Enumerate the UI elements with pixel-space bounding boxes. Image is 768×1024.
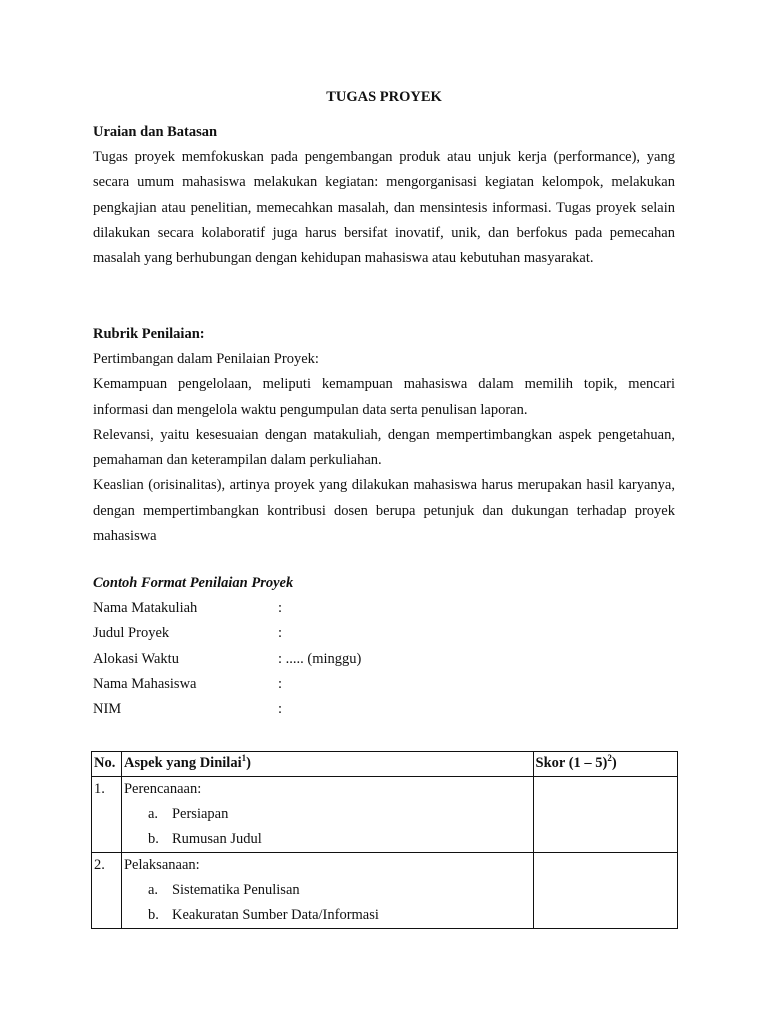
- form-row: [93, 647, 675, 672]
- row-skor: [533, 777, 677, 853]
- form-value: :: [278, 701, 283, 718]
- sub-item-marker: a.: [147, 806, 159, 822]
- form-value: :: [278, 625, 283, 642]
- section-paragraph: Relevansi, yaitu kesesuaian dengan matakuliah, dengan mempertimbangkan aspek pengetahuan, pemahaman dan keterampilan dalam perkuliahan.: [93, 426, 675, 469]
- footnote-close: ): [246, 755, 251, 771]
- table-row: [92, 777, 678, 853]
- sub-item-marker: a.: [147, 882, 159, 898]
- sub-item-text: Keakuratan Sumber Data/Informasi: [171, 907, 379, 923]
- sub-item: [124, 878, 531, 903]
- section-uraian: [93, 120, 675, 271]
- footnote-close: ): [611, 755, 617, 771]
- section-heading: Uraian dan Batasan: [93, 124, 218, 140]
- row-aspek: [121, 853, 533, 929]
- form-row: [93, 672, 675, 697]
- form-label: Judul Proyek: [93, 625, 170, 642]
- section-paragraph: Tugas proyek memfokuskan pada pengembangan produk atau unjuk kerja (performance), yang secara umum mahasiswa melakukan kegiatan: mengorganisasi kegiatan kelompok, melakukan pengkajian atau penelitian, memecahkan masalah, dan mensintesis informasi. Tugas proyek selain dilakukan secara kolaboratif juga harus bersifat inovatif, unik, dan berfokus pada pemecahan masalah yang berhubungan dengan kehidupan mahasiswa atau kebutuhan masyarakat.: [93, 149, 675, 267]
- form-label: Nama Mahasiswa: [93, 675, 197, 692]
- form-row: [93, 596, 675, 621]
- row-title: Perencanaan:: [123, 781, 202, 797]
- form-value: :: [278, 600, 283, 616]
- row-title: Pelaksanaan:: [123, 857, 200, 873]
- form-label: Alokasi Waktu: [93, 650, 179, 667]
- footnote-mark: 1: [241, 753, 247, 764]
- sub-item-text: Sistematika Penulisan: [171, 882, 300, 898]
- sub-item: [124, 903, 531, 928]
- form-label: Nama Matakuliah: [93, 600, 198, 616]
- rubric-table: [91, 751, 678, 929]
- sub-item-text: Rumusan Judul: [171, 831, 262, 847]
- sub-item-marker: b.: [147, 907, 159, 923]
- section-rubrik: [93, 322, 675, 549]
- section-format: [93, 571, 675, 722]
- header-skor: [533, 752, 677, 777]
- form-label: NIM: [93, 701, 122, 718]
- form-value: :: [278, 675, 283, 692]
- section-heading: Contoh Format Penilaian Proyek: [93, 575, 294, 591]
- header-no: No.: [92, 752, 122, 777]
- row-number: 1.: [92, 777, 122, 853]
- form-value: : ..... (minggu): [278, 650, 362, 667]
- form-row: [93, 697, 675, 722]
- row-number: 2.: [92, 853, 122, 929]
- footnote-mark: 2: [607, 753, 612, 764]
- section-paragraph: Keaslian (orisinalitas), artinya proyek yang dilakukan mahasiswa harus merupakan hasil karyanya, dengan mempertimbangkan kontribusi dosen berupa petunjuk dan dukungan terhadap proyek mahasiswa: [93, 477, 675, 545]
- table-row: [92, 853, 678, 929]
- sub-item-text: Persiapan: [171, 806, 229, 822]
- document-title: TUGAS PROYEK: [326, 89, 442, 105]
- sub-item: [124, 827, 531, 852]
- row-aspek: [121, 777, 533, 853]
- sub-item-marker: b.: [147, 831, 159, 847]
- section-heading: Rubrik Penilaian:: [93, 326, 205, 342]
- header-skor-label: Skor (1 – 5): [535, 755, 608, 771]
- form-row: [93, 621, 675, 646]
- header-aspek: [121, 752, 533, 777]
- table-header-row: [92, 752, 678, 777]
- header-aspek-label: Aspek yang Dinilai: [123, 755, 242, 771]
- section-paragraph: Kemampuan pengelolaan, meliputi kemampuan mahasiswa dalam memilih topik, mencari informasi dan mengelola waktu pengumpulan data serta penulisan laporan.: [93, 376, 675, 418]
- section-intro: Pertimbangan dalam Penilaian Proyek:: [93, 351, 319, 367]
- sub-item: [124, 802, 531, 827]
- row-skor: [533, 853, 677, 929]
